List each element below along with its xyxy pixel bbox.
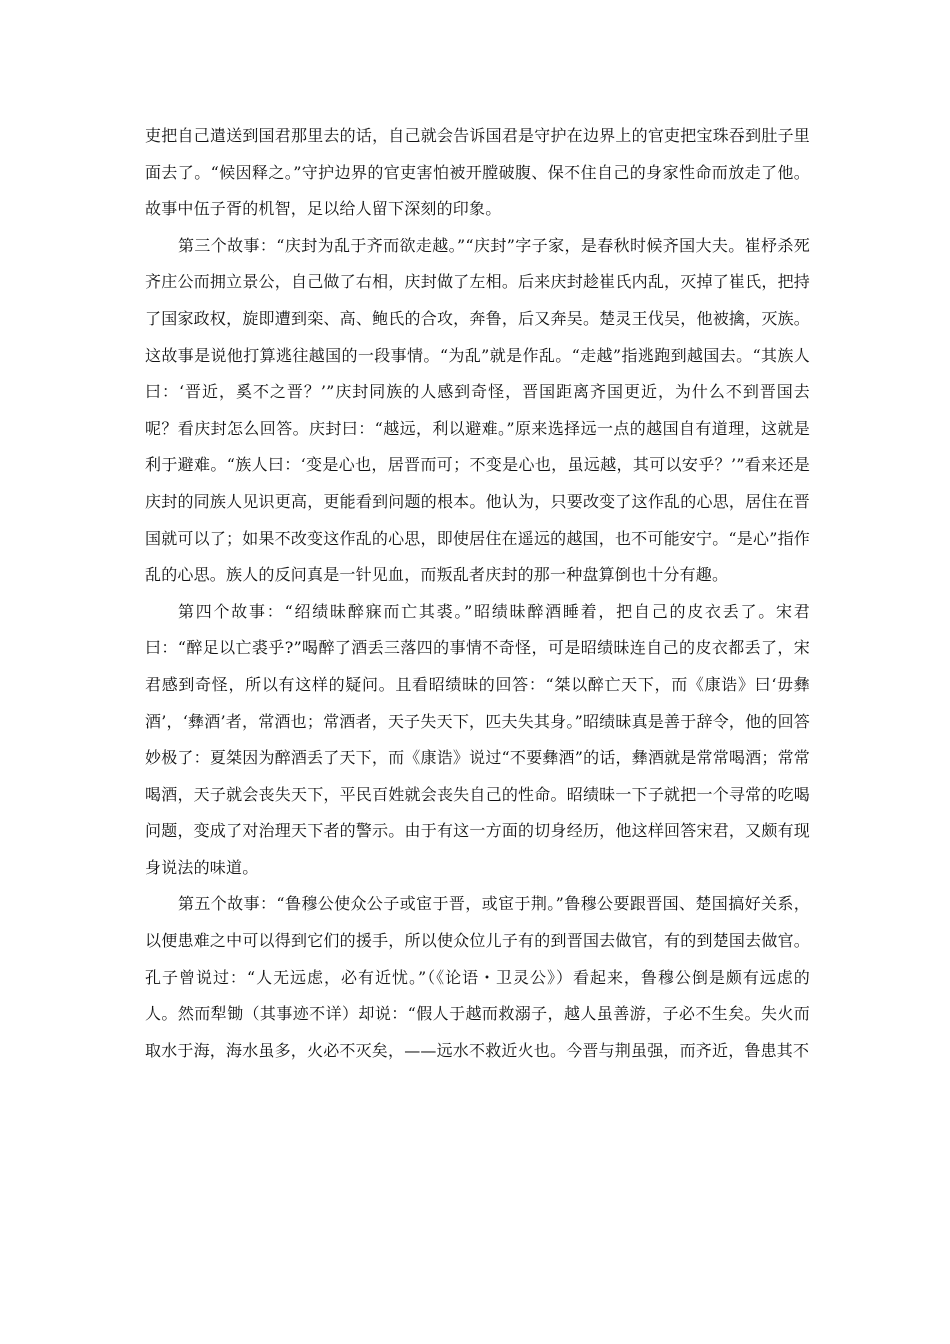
document-body xyxy=(145,118,810,1069)
paragraph-4: 第五个故事：“鲁穆公使众公子或宦于晋，或宦于荆。”鲁穆公要跟晋国、楚国搞好关系，以便患难之中可以得到它们的援手，所以使众位儿子有的到晋国去做官，有的到楚国去做官。孔子曾说过：“人无远虑，必有近忧。”（《论语・卫灵公》）看起来，鲁穆公倒是颇有远虑的人。然而犁锄（其事迹不详）却说：“假人于越而救溺子，越人虽善游，子必不生矣。失火而取水于海，海水虽多，火必不灭矣，——远水不救近火也。今晋与荆虽强，而齐近，鲁患其不 xyxy=(145,894,810,1060)
paragraph-3: 第四个故事：“绍绩昧醉寐而亡其裘。”昭绩昧醉酒睡着，把自己的皮衣丢了。宋君曰：“醉足以亡裘乎?”喝醉了酒丢三落四的事情不奇怪，可是昭绩昧连自己的皮衣都丢了，宋君感到奇怪，所以有这样的疑问。且看昭绩昧的回答：“桀以醉亡天下，而《康诰》曰‘毋彝酒’，‘彝酒’者，常酒也；常酒者，天子失天下，匹夫失其身。”昭绩昧真是善于辞令，他的回答妙极了：夏桀因为醉酒丢了天下，而《康诰》说过“不要彝酒”的话，彝酒就是常常喝酒；常常喝酒，天子就会丧失天下，平民百姓就会丧失自己的性命。昭绩昧一下子就把一个寻常的吃喝问题，变成了对治理天下者的警示。由于有这一方面的切身经历，他这样回答宋君，又颇有现身说法的味道。 xyxy=(145,601,810,877)
paragraph-2: 第三个故事：“庆封为乱于齐而欲走越。”“庆封”字子家，是春秋时候齐国大夫。崔杼杀死齐庄公而拥立景公，自己做了右相，庆封做了左相。后来庆封趁崔氏内乱，灭掉了崔氏，把持了国家政权，旋即遭到栾、高、鲍氏的合攻，奔鲁，后又奔吴。楚灵王伐吴，他被擒，灭族。这故事是说他打算逃往越国的一段事情。“为乱”就是作乱。“走越”指逃跑到越国去。“其族人曰：‘晋近，奚不之晋？’”庆封同族的人感到奇怪，晋国距离齐国更近，为什么不到晋国去呢？看庆封怎么回答。庆封曰：“越远，利以避难。”原来选择远一点的越国自有道理，这就是利于避难。“族人曰：‘变是心也，居晋而可；不变是心也，虽远越，其可以安乎？’”看来还是庆封的同族人见识更高，更能看到问题的根本。他认为，只要改变了这作乱的心思，居住在晋国就可以了；如果不改变这作乱的心思，即使居住在遥远的越国，也不可能安宁。“是心”指作乱的心思。族人的反问真是一针见血，而叛乱者庆封的那一种盘算倒也十分有趣。 xyxy=(145,235,810,585)
paragraph-1: 吏把自己遣送到国君那里去的话，自己就会告诉国君是守护在边界上的官吏把宝珠吞到肚子里面去了。“候因释之。”守护边界的官吏害怕被开膛破腹、保不住自己的身家性命而放走了他。故事中伍子胥的机智，足以给人留下深刻的印象。 xyxy=(145,126,810,219)
